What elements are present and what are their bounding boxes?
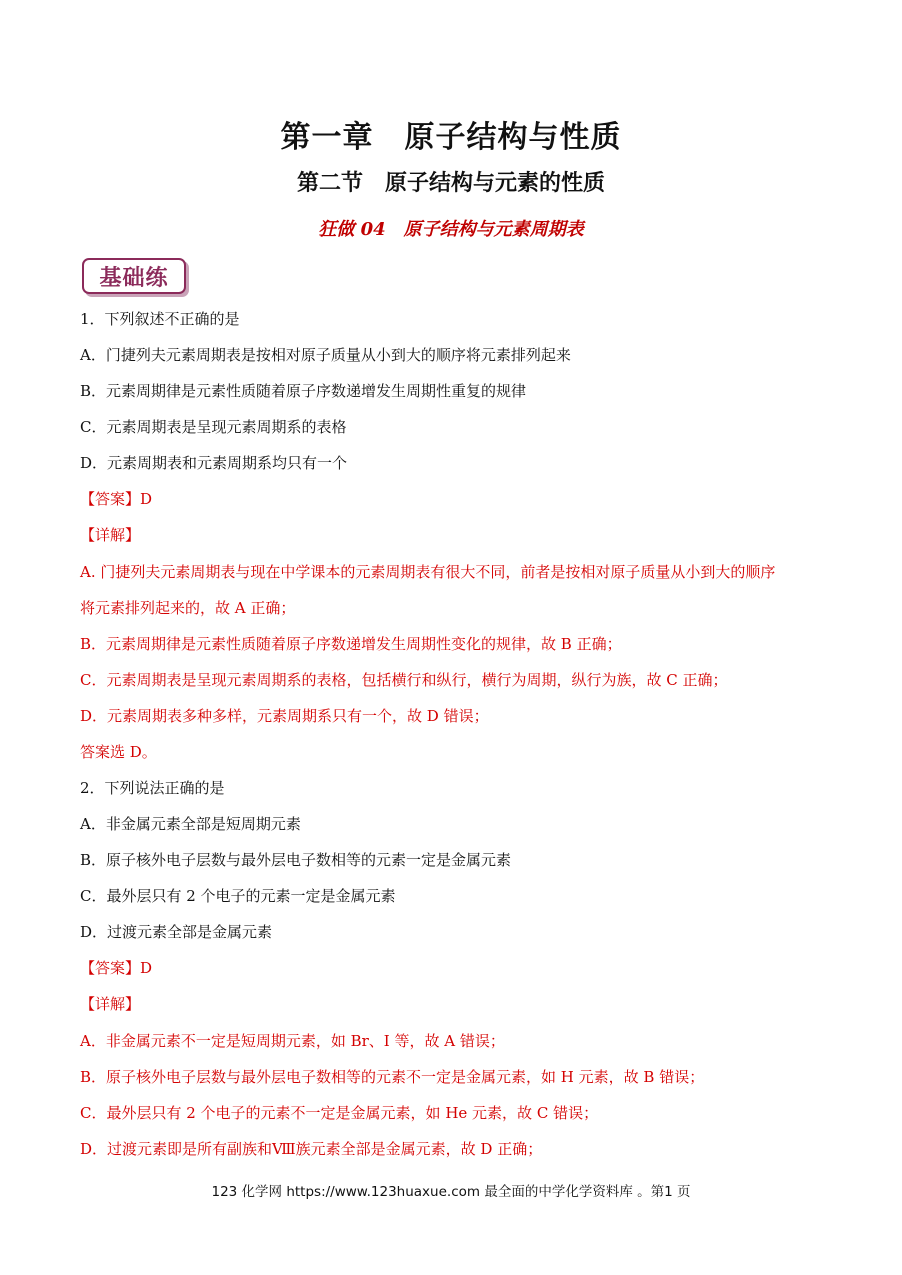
question-1-option-a: A．门捷列夫元素周期表是按相对原子质量从小到大的顺序将元素排列起来: [80, 346, 571, 364]
question-2-option-b: B．原子核外电子层数与最外层电子数相等的元素一定是金属元素: [80, 851, 512, 869]
question-2-answer: 【答案】D: [80, 959, 153, 977]
question-1-option-c: C．元素周期表是呈现元素周期系的表格: [80, 418, 347, 436]
question-2-option-d: D．过渡元素全部是金属元素: [80, 923, 273, 941]
question-1-analysis-d: D．元素周期表多种多样，元素周期系只有一个，故 D 错误；: [80, 707, 489, 725]
question-1-analysis-a-cont: 将元素排列起来的，故 A 正确；: [80, 599, 296, 617]
question-2-option-a: A．非金属元素全部是短周期元素: [80, 815, 301, 833]
question-2-option-c: C．最外层只有 2 个电子的元素一定是金属元素: [80, 887, 396, 905]
basic-practice-badge: 基础练: [82, 258, 186, 294]
question-1-analysis-c: C．元素周期表是呈现元素周期系的表格，包括横行和纵行，横行为周期，纵行为族，故 C 正确；: [80, 671, 728, 689]
question-1-analysis-a: A. 门捷列夫元素周期表与现在中学课本的元素周期表有很大不同，前者是按相对原子质量从小到大的顺序: [80, 563, 776, 581]
chapter-title: 第一章 原子结构与性质: [280, 120, 622, 155]
page-footer: 123 化学网 https://www.123huaxue.com 最全面的中学化学资料库 。第1 页: [211, 1184, 691, 1200]
subsection-title: 狂做 04 原子结构与元素周期表: [318, 219, 584, 240]
question-1-answer: 【答案】D: [80, 490, 153, 508]
question-1-option-b: B．元素周期律是元素性质随着原子序数递增发生周期性重复的规律: [80, 382, 527, 400]
question-1-option-d: D．元素周期表和元素周期系均只有一个: [80, 454, 348, 472]
question-2-analysis-b: B．原子核外电子层数与最外层电子数相等的元素不一定是金属元素，如 H 元素，故 B 错误；: [80, 1068, 705, 1086]
question-2-analysis-a: A．非金属元素不一定是短周期元素，如 Br、I 等，故 A 错误；: [80, 1032, 505, 1050]
question-2-analysis-c: C．最外层只有 2 个电子的元素不一定是金属元素，如 He 元素，故 C 错误；: [80, 1104, 599, 1122]
section-title: 第二节 原子结构与元素的性质: [296, 171, 605, 196]
question-1-analysis-label: 【详解】: [80, 526, 141, 544]
question-1-stem: 1．下列叙述不正确的是: [80, 310, 240, 328]
question-1-analysis-b: B．元素周期律是元素性质随着原子序数递增发生周期性变化的规律，故 B 正确；: [80, 635, 622, 653]
question-2-stem: 2．下列说法正确的是: [80, 779, 225, 797]
question-2-analysis-d: D．过渡元素即是所有副族和Ⅷ族元素全部是金属元素，故 D 正确；: [80, 1140, 543, 1158]
question-2-analysis-label: 【详解】: [80, 995, 141, 1013]
question-1-conclusion: 答案选 D。: [80, 743, 157, 761]
